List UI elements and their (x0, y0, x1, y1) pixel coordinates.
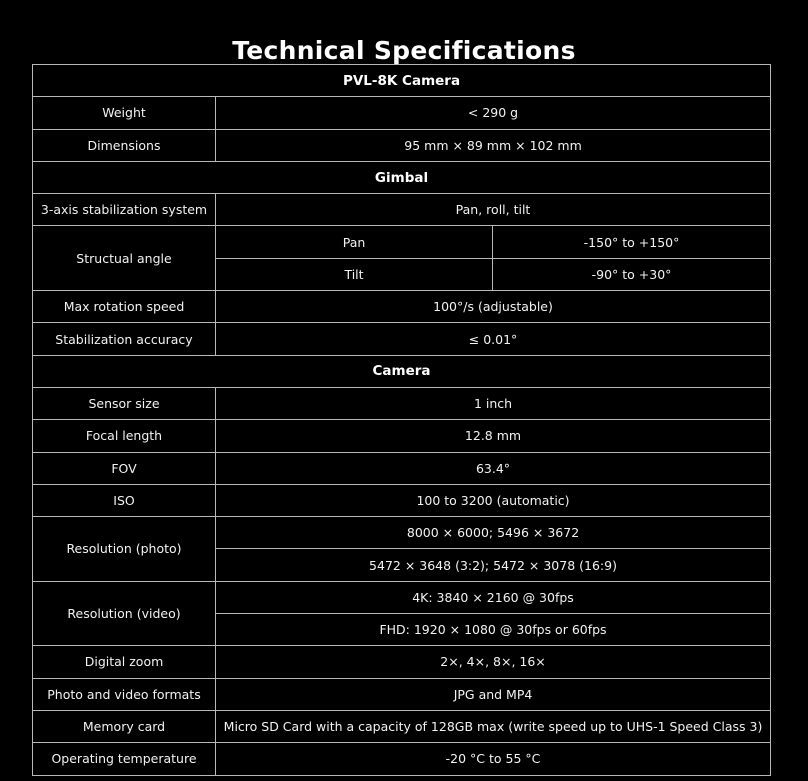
section-row-camera-model (33, 65, 771, 97)
spec-value-dimensions: 95 mm × 89 mm × 102 mm (216, 129, 771, 161)
spec-value-tilt-angle: -90° to +30° (493, 258, 771, 290)
spec-label-structural-angle: Structual angle (33, 226, 216, 291)
spec-label-memory-card: Memory card (33, 710, 216, 742)
spec-value-digital-zoom: 2×, 4×, 8×, 16× (216, 646, 771, 678)
spec-value-fov: 63.4° (216, 452, 771, 484)
spec-label-resolution-photo: Resolution (photo) (33, 517, 216, 582)
section-heading-camera-model: PVL-8K Camera (33, 65, 771, 97)
table-row-formats (33, 678, 771, 710)
table-row-memory-card (33, 710, 771, 742)
table-row-resolution-video-1 (33, 581, 771, 613)
table-row-resolution-photo-1 (33, 517, 771, 549)
spec-label-sensor-size: Sensor size (33, 387, 216, 419)
section-row-gimbal (33, 161, 771, 193)
spec-value-sensor-size: 1 inch (216, 387, 771, 419)
table-row-focal-length (33, 420, 771, 452)
table-row-structural-angle-pan (33, 226, 771, 258)
spec-label-fov: FOV (33, 452, 216, 484)
spec-value-memory-card: Micro SD Card with a capacity of 128GB max (write speed up to UHS-1 Speed Class 3) (216, 710, 771, 742)
table-row-dimensions (33, 129, 771, 161)
spec-label-max-rotation-speed: Max rotation speed (33, 291, 216, 323)
spec-sublabel-tilt: Tilt (216, 258, 493, 290)
spec-sublabel-pan: Pan (216, 226, 493, 258)
table-row-iso (33, 484, 771, 516)
spec-label-weight: Weight (33, 97, 216, 129)
spec-label-iso: ISO (33, 484, 216, 516)
table-row-operating-temperature (33, 743, 771, 775)
spec-value-resolution-photo-2: 5472 × 3648 (3:2); 5472 × 3078 (16:9) (216, 549, 771, 581)
spec-label-focal-length: Focal length (33, 420, 216, 452)
spec-value-operating-temperature: -20 °C to 55 °C (216, 743, 771, 775)
section-heading-camera: Camera (33, 355, 771, 387)
spec-label-formats: Photo and video formats (33, 678, 216, 710)
spec-value-stabilization-system: Pan, roll, tilt (216, 194, 771, 226)
spec-label-stabilization-accuracy: Stabilization accuracy (33, 323, 216, 355)
spec-value-weight: < 290 g (216, 97, 771, 129)
spec-table (32, 64, 771, 776)
spec-value-resolution-video-2: FHD: 1920 × 1080 @ 30fps or 60fps (216, 614, 771, 646)
spec-label-resolution-video: Resolution (video) (33, 581, 216, 646)
spec-value-max-rotation-speed: 100°/s (adjustable) (216, 291, 771, 323)
table-row-sensor-size (33, 387, 771, 419)
table-row-stabilization-system (33, 194, 771, 226)
table-row-fov (33, 452, 771, 484)
table-row-max-rotation-speed (33, 291, 771, 323)
spec-value-resolution-video-1: 4K: 3840 × 2160 @ 30fps (216, 581, 771, 613)
table-row-stabilization-accuracy (33, 323, 771, 355)
spec-value-resolution-photo-1: 8000 × 6000; 5496 × 3672 (216, 517, 771, 549)
spec-value-iso: 100 to 3200 (automatic) (216, 484, 771, 516)
spec-value-focal-length: 12.8 mm (216, 420, 771, 452)
spec-value-stabilization-accuracy: ≤ 0.01° (216, 323, 771, 355)
table-row-digital-zoom (33, 646, 771, 678)
spec-label-stabilization-system: 3-axis stabilization system (33, 194, 216, 226)
section-row-camera (33, 355, 771, 387)
section-heading-gimbal: Gimbal (33, 161, 771, 193)
spec-label-digital-zoom: Digital zoom (33, 646, 216, 678)
spec-label-dimensions: Dimensions (33, 129, 216, 161)
spec-value-pan-angle: -150° to +150° (493, 226, 771, 258)
table-row-weight (33, 97, 771, 129)
spec-label-operating-temperature: Operating temperature (33, 743, 216, 775)
page-title: Technical Specifications (232, 35, 576, 65)
spec-value-formats: JPG and MP4 (216, 678, 771, 710)
